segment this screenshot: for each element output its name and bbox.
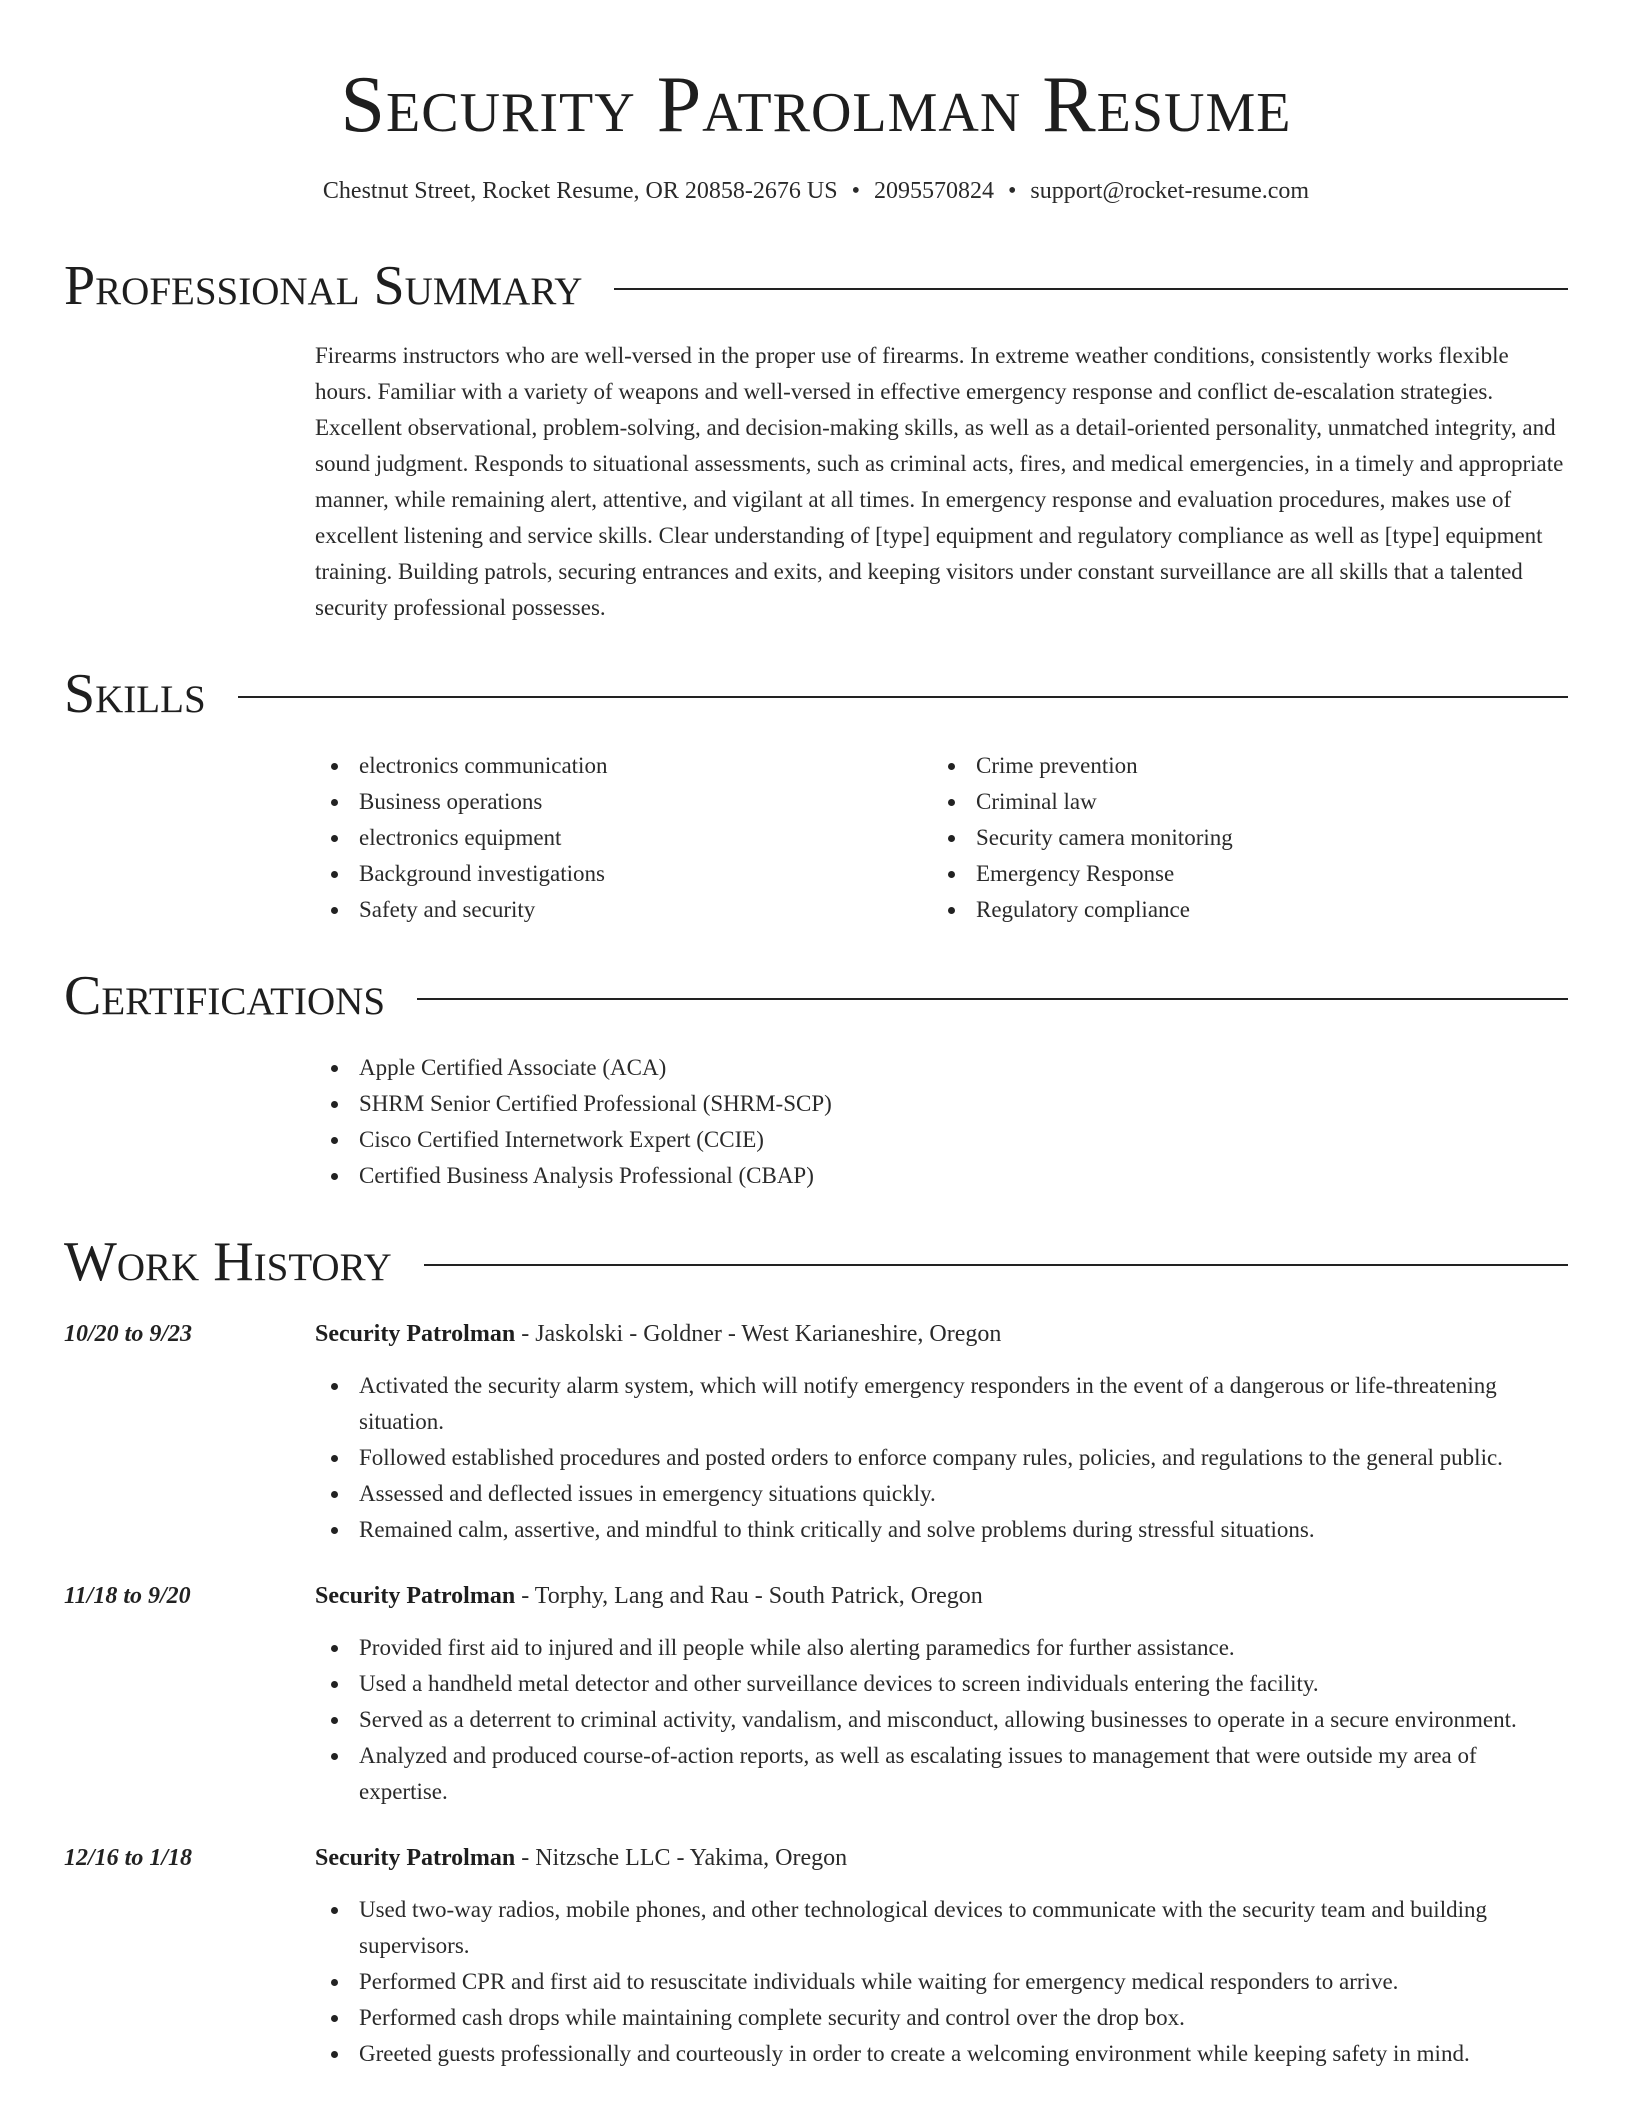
skills-right-list xyxy=(932,748,1549,928)
job-bullet: Greeted guests professionally and courteously in order to create a welcoming environment while keeping safety in mind. xyxy=(359,2036,1568,2072)
skill-item: Regulatory compliance xyxy=(976,892,1549,928)
skill-item: Emergency Response xyxy=(976,856,1549,892)
job-dates: 10/20 to 9/23 xyxy=(64,1321,193,1347)
job-bullet: Performed CPR and first aid to resuscitate individuals while waiting for emergency medical responders to arrive. xyxy=(359,1964,1568,2000)
contact-phone: 2095570824 xyxy=(873,178,994,204)
job-header xyxy=(64,1578,1568,1614)
contact-separator: • xyxy=(1007,178,1017,204)
job-title-line xyxy=(315,1840,847,1876)
work-history-heading: Work History xyxy=(64,1231,392,1293)
skills-column-left xyxy=(315,748,932,928)
skill-item: Crime prevention xyxy=(976,748,1549,784)
job-bullet: Activated the security alarm system, which will notify emergency responders in the event of a dangerous or life-threatening situation. xyxy=(359,1368,1568,1440)
job-entry xyxy=(64,1578,1568,1810)
job-employer-location: - Jaskolski - Goldner - West Karianeshire, Oregon xyxy=(515,1321,1002,1347)
job-bullets xyxy=(315,1630,1568,1810)
work-history-section-header xyxy=(64,1230,1568,1294)
skills-section-header xyxy=(64,662,1568,726)
job-title: Security Patrolman xyxy=(315,1583,516,1609)
job-bullets xyxy=(315,1892,1568,2072)
section-divider xyxy=(238,696,1568,698)
job-bullet: Analyzed and produced course-of-action reports, as well as escalating issues to management that were outside my area of expertise. xyxy=(359,1738,1568,1810)
summary-section-header xyxy=(64,254,1568,318)
job-entry xyxy=(64,1316,1568,1548)
section-divider xyxy=(417,998,1568,1000)
skill-item: electronics communication xyxy=(359,748,932,784)
job-employer-location: - Nitzsche LLC - Yakima, Oregon xyxy=(515,1845,848,1871)
job-bullet: Performed cash drops while maintaining complete security and control over the drop box. xyxy=(359,2000,1568,2036)
summary-heading: Professional Summary xyxy=(64,255,583,317)
skills-left-list xyxy=(315,748,932,928)
skill-item: Criminal law xyxy=(976,784,1549,820)
job-bullet: Used a handheld metal detector and other surveillance devices to screen individuals entering the facility. xyxy=(359,1666,1568,1702)
contact-separator: • xyxy=(851,178,860,204)
section-divider xyxy=(424,1264,1568,1266)
certifications-heading: Certifications xyxy=(64,965,386,1027)
job-bullet: Followed established procedures and posted orders to enforce company rules, policies, and regulations to the general public. xyxy=(359,1440,1568,1476)
certification-item: Apple Certified Associate (ACA) xyxy=(359,1050,1568,1086)
work-history-list xyxy=(64,1316,1568,2072)
job-employer-location: - Torphy, Lang and Rau - South Patrick, Oregon xyxy=(515,1583,983,1609)
job-header xyxy=(64,1316,1568,1352)
skills-column-right xyxy=(932,748,1549,928)
job-bullet: Assessed and deflected issues in emergency situations quickly. xyxy=(359,1476,1568,1512)
contact-line xyxy=(64,176,1568,206)
job-entry xyxy=(64,1840,1568,2072)
job-title: Security Patrolman xyxy=(315,1845,516,1871)
job-title-line xyxy=(315,1578,983,1614)
resume-page xyxy=(64,0,1568,2072)
job-bullet: Used two-way radios, mobile phones, and other technological devices to communicate with the security team and building supervisors. xyxy=(359,1892,1568,1964)
skill-item: Safety and security xyxy=(359,892,932,928)
skills-list xyxy=(315,748,1568,928)
skill-item: Business operations xyxy=(359,784,932,820)
certifications-bullets xyxy=(315,1050,1568,1194)
job-title-line xyxy=(315,1316,1001,1352)
job-bullets xyxy=(315,1368,1568,1548)
page-title: Security Patrolman Resume xyxy=(340,61,1292,149)
certification-item: SHRM Senior Certified Professional (SHRM-SCP) xyxy=(359,1086,1568,1122)
job-dates: 12/16 to 1/18 xyxy=(64,1845,193,1871)
job-bullet: Served as a deterrent to criminal activity, vandalism, and misconduct, allowing businesses to operate in a secure environment. xyxy=(359,1702,1568,1738)
contact-address: Chestnut Street, Rocket Resume, OR 20858-2676 US xyxy=(322,178,838,204)
skill-item: electronics equipment xyxy=(359,820,932,856)
job-header xyxy=(64,1840,1568,1876)
job-title: Security Patrolman xyxy=(315,1321,516,1347)
section-divider xyxy=(614,288,1568,290)
skill-item: Security camera monitoring xyxy=(976,820,1549,856)
certifications-list xyxy=(315,1050,1568,1194)
contact-email: support@rocket-resume.com xyxy=(1030,178,1310,204)
certifications-section-header xyxy=(64,964,1568,1028)
skill-item: Background investigations xyxy=(359,856,932,892)
certification-item: Cisco Certified Internetwork Expert (CCIE) xyxy=(359,1122,1568,1158)
job-bullet: Remained calm, assertive, and mindful to think critically and solve problems during stressful situations. xyxy=(359,1512,1568,1548)
job-bullet: Provided first aid to injured and ill people while also alerting paramedics for further assistance. xyxy=(359,1630,1568,1666)
certification-item: Certified Business Analysis Professional (CBAP) xyxy=(359,1158,1568,1194)
skills-heading: Skills xyxy=(64,663,206,725)
summary-text: Firearms instructors who are well-versed in the proper use of firearms. In extreme weather conditions, consistently works flexible hours. Familiar with a variety of weapons and well-versed in effective emergency response and conflict de-escalation strategies. Excellent observational, problem-solving, and decision-making skills, as well as a detail-oriented personality, unmatched integrity, and sound judgment. Responds to situational assessments, such as criminal acts, fires, and medical emergencies, in a timely and appropriate manner, while remaining alert, attentive, and vigilant at all times. In emergency response and evaluation procedures, makes use of excellent listening and service skills. Clear understanding of [type] equipment and regulatory compliance as well as [type] equipment training. Building patrols, securing entrances and exits, and keeping visitors under constant surveillance are all skills that a talented security professional possesses. xyxy=(315,343,1564,620)
job-dates: 11/18 to 9/20 xyxy=(64,1583,191,1609)
